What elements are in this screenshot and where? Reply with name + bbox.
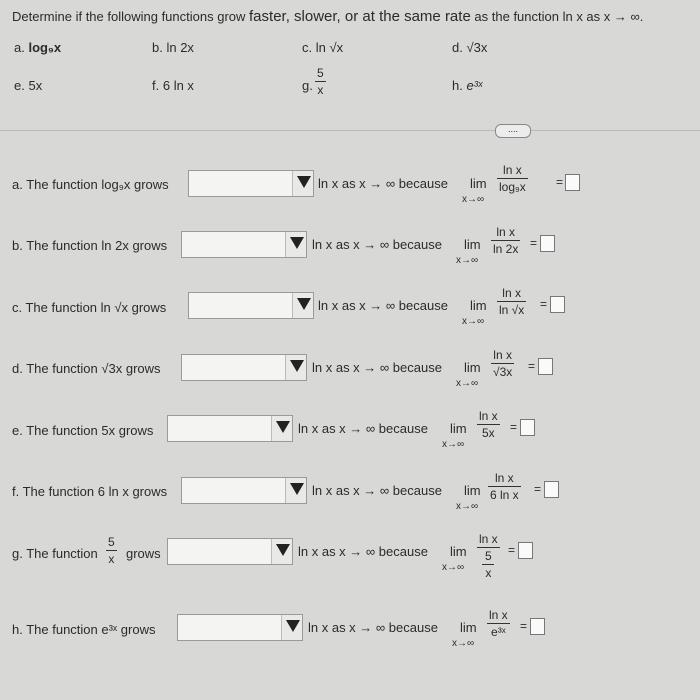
row-g-label-post: grows	[126, 546, 161, 561]
row-b-dropdown[interactable]	[181, 231, 307, 258]
row-c-dropdown[interactable]	[188, 292, 314, 319]
row-e-lim: lim	[450, 421, 467, 436]
chevron-down-icon	[276, 421, 290, 433]
chevron-down-icon	[290, 360, 304, 372]
row-b-answer[interactable]	[540, 235, 555, 252]
row-e-answer[interactable]	[520, 419, 535, 436]
row-e-dropdown[interactable]	[167, 415, 293, 442]
row-e-eq: =	[510, 420, 518, 434]
row-f-label: f. The function 6 ln x grows	[12, 484, 168, 499]
option-e: e. 5x	[14, 78, 43, 93]
row-h-dropdown[interactable]	[177, 614, 303, 641]
row-h-lim: lim	[460, 620, 477, 635]
row-f-eq: =	[534, 482, 542, 496]
divider	[0, 130, 700, 131]
option-h: h. e³ˣ	[452, 78, 483, 93]
row-a-eq: =	[556, 175, 564, 189]
row-d-dropdown[interactable]	[181, 354, 307, 381]
row-h-sub: x→∞	[452, 638, 475, 649]
row-d-label: d. The function √3x grows	[12, 361, 161, 376]
row-f-sub: x→∞	[456, 501, 479, 512]
row-c-answer[interactable]	[550, 296, 565, 313]
option-b: b. ln 2x	[152, 40, 194, 55]
row-a-fraction: ln x log₉x	[499, 163, 526, 194]
row-b-eq: =	[530, 236, 538, 250]
row-e-fraction: ln x 5x	[479, 409, 498, 440]
row-f-tail: ln x as x → ∞ because	[312, 483, 442, 498]
row-a-answer[interactable]	[565, 174, 580, 191]
row-h-label: h. The function e³ˣ grows	[12, 622, 156, 637]
row-g-eq: =	[508, 543, 516, 557]
row-d-lim: lim	[464, 360, 481, 375]
row-e-tail: ln x as x → ∞ because	[298, 421, 428, 436]
row-d-sub: x→∞	[456, 378, 479, 389]
row-c-eq: =	[540, 297, 548, 311]
row-e-sub: x→∞	[442, 439, 465, 450]
chevron-down-icon	[290, 483, 304, 495]
row-f-fraction: ln x 6 ln x	[490, 471, 519, 502]
row-a-lim: lim	[470, 176, 487, 191]
row-d-fraction: ln x √3x	[493, 348, 513, 379]
row-a-sub: x→∞	[462, 194, 485, 205]
chevron-down-icon	[297, 298, 311, 310]
option-d: d. √3x	[452, 40, 488, 55]
row-f-dropdown[interactable]	[181, 477, 307, 504]
row-a-label: a. The function log₉x grows	[12, 177, 169, 192]
row-e-label: e. The function 5x grows	[12, 423, 154, 438]
row-d-eq: =	[528, 359, 536, 373]
row-d-tail: ln x as x → ∞ because	[312, 360, 442, 375]
row-c-tail: ln x as x → ∞ because	[318, 298, 448, 313]
row-g-fraction: ln x 5 x	[479, 532, 498, 580]
question-text: Determine if the following functions grow faster, slower, or at the same rate as the function ln x as x → ∞.	[12, 8, 644, 25]
option-c: c. ln √x	[302, 40, 344, 55]
row-c-lim: lim	[470, 298, 487, 313]
row-c-sub: x→∞	[462, 316, 485, 327]
expand-more-button[interactable]: ....	[495, 124, 531, 138]
row-g-sub: x→∞	[442, 562, 465, 573]
chevron-down-icon	[297, 176, 311, 188]
row-g-label-fraction: 5 x	[108, 535, 115, 566]
row-f-answer[interactable]	[544, 481, 559, 498]
row-c-fraction: ln x ln √x	[499, 286, 525, 317]
row-h-tail: ln x as x → ∞ because	[308, 620, 438, 635]
row-g-tail: ln x as x → ∞ because	[298, 544, 428, 559]
chevron-down-icon	[290, 237, 304, 249]
option-f: f. 6 ln x	[152, 78, 194, 93]
row-h-answer[interactable]	[530, 618, 545, 635]
row-d-answer[interactable]	[538, 358, 553, 375]
row-a-dropdown[interactable]	[188, 170, 314, 197]
row-b-label: b. The function ln 2x grows	[12, 238, 168, 253]
row-g-label: g. The function	[12, 546, 98, 561]
option-a: a. log₉x	[14, 40, 62, 55]
row-b-fraction: ln x ln 2x	[493, 225, 519, 256]
option-g-fraction: 5 x	[317, 66, 324, 97]
row-h-eq: =	[520, 619, 528, 633]
row-c-label: c. The function ln √x grows	[12, 300, 167, 315]
chevron-down-icon	[276, 544, 290, 556]
row-f-lim: lim	[464, 483, 481, 498]
row-b-tail: ln x as x → ∞ because	[312, 237, 442, 252]
row-g-lim: lim	[450, 544, 467, 559]
row-h-fraction: ln x e³ˣ	[489, 608, 508, 639]
row-a-tail: ln x as x → ∞ because	[318, 176, 448, 191]
row-g-answer[interactable]	[518, 542, 533, 559]
chevron-down-icon	[286, 620, 300, 632]
row-b-lim: lim	[464, 237, 481, 252]
row-b-sub: x→∞	[456, 255, 479, 266]
row-g-dropdown[interactable]	[167, 538, 293, 565]
option-g-key: g.	[302, 78, 313, 93]
